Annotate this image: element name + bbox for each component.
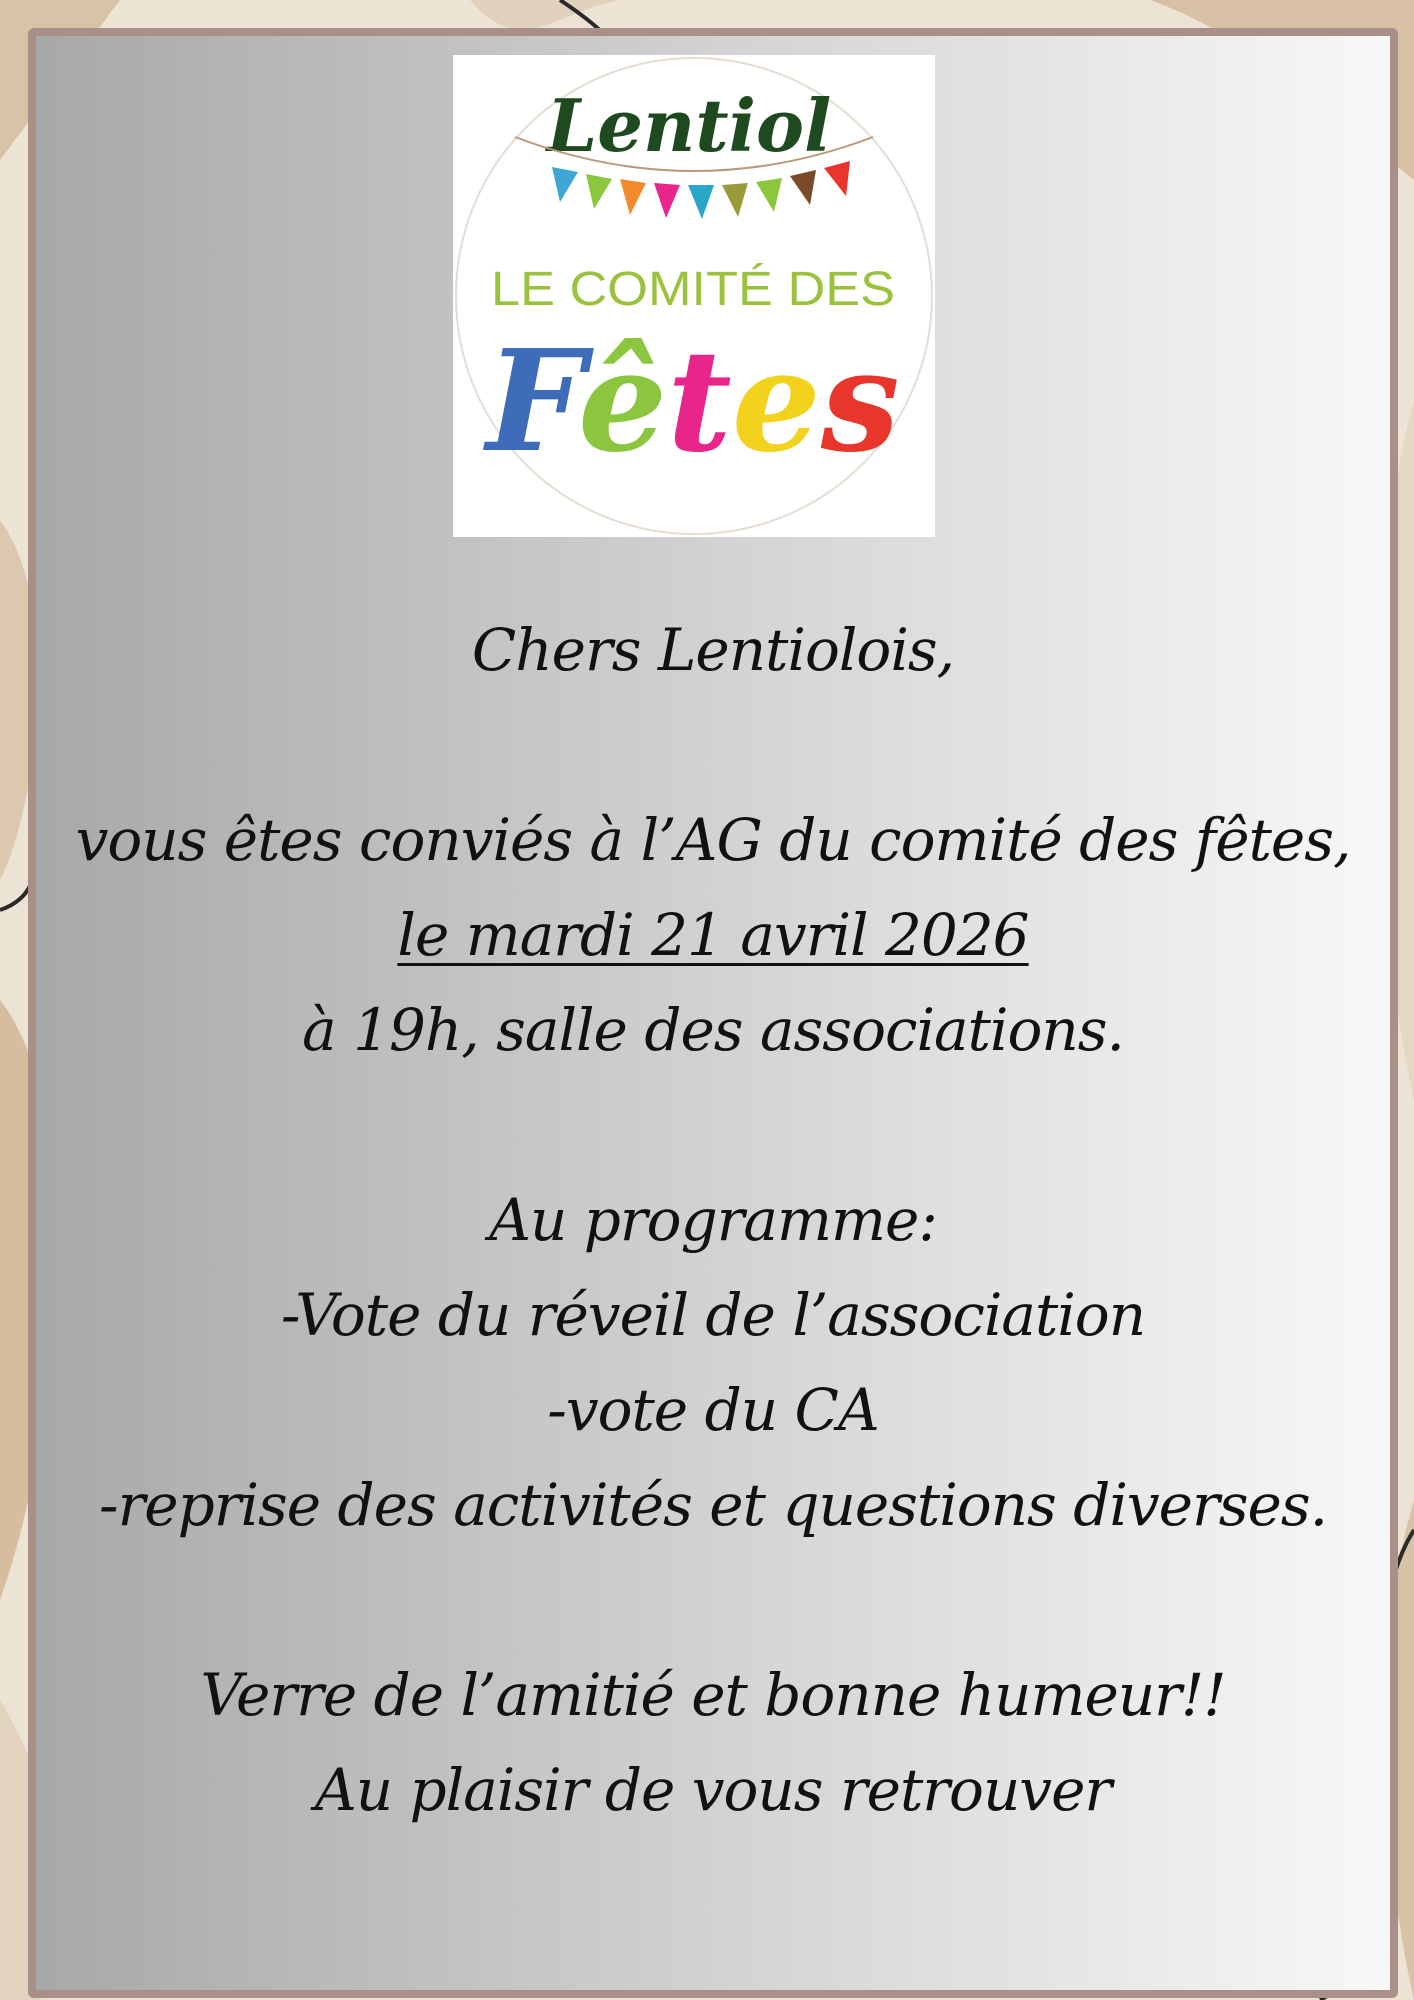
closing-line: Verre de l’amitié et bonne humeur!! — [200, 1661, 1226, 1729]
program-item: -vote du CA — [547, 1376, 879, 1444]
logo-title-letter: t — [667, 320, 732, 484]
program-item: -reprise des activités et questions diverses. — [98, 1471, 1328, 1539]
program-item: -Vote du réveil de l’association — [280, 1281, 1146, 1349]
logo-title-letter: s — [820, 320, 900, 484]
logo-title-letter: e — [731, 320, 821, 484]
logo-emblem — [453, 55, 935, 537]
greeting: Chers Lentiolois, — [471, 616, 955, 684]
logo-subtitle: LE COMITÉ DES — [491, 263, 895, 316]
invite-line: vous êtes conviés à l’AG du comité des fêtes, — [75, 806, 1351, 874]
invitation-card — [28, 28, 1398, 1998]
closing-line: Au plaisir de vous retrouver — [314, 1756, 1112, 1824]
logo-title-letter: ê — [578, 320, 668, 484]
logo-town-name: Lentiol — [546, 83, 832, 168]
logo-title — [482, 320, 899, 484]
logo — [453, 55, 935, 537]
time-place-line: à 19h, salle des associations. — [302, 996, 1124, 1064]
program-heading: Au programme: — [489, 1186, 937, 1254]
logo-title-letter: F — [486, 320, 579, 484]
date-line: le mardi 21 avril 2026 — [397, 901, 1029, 969]
